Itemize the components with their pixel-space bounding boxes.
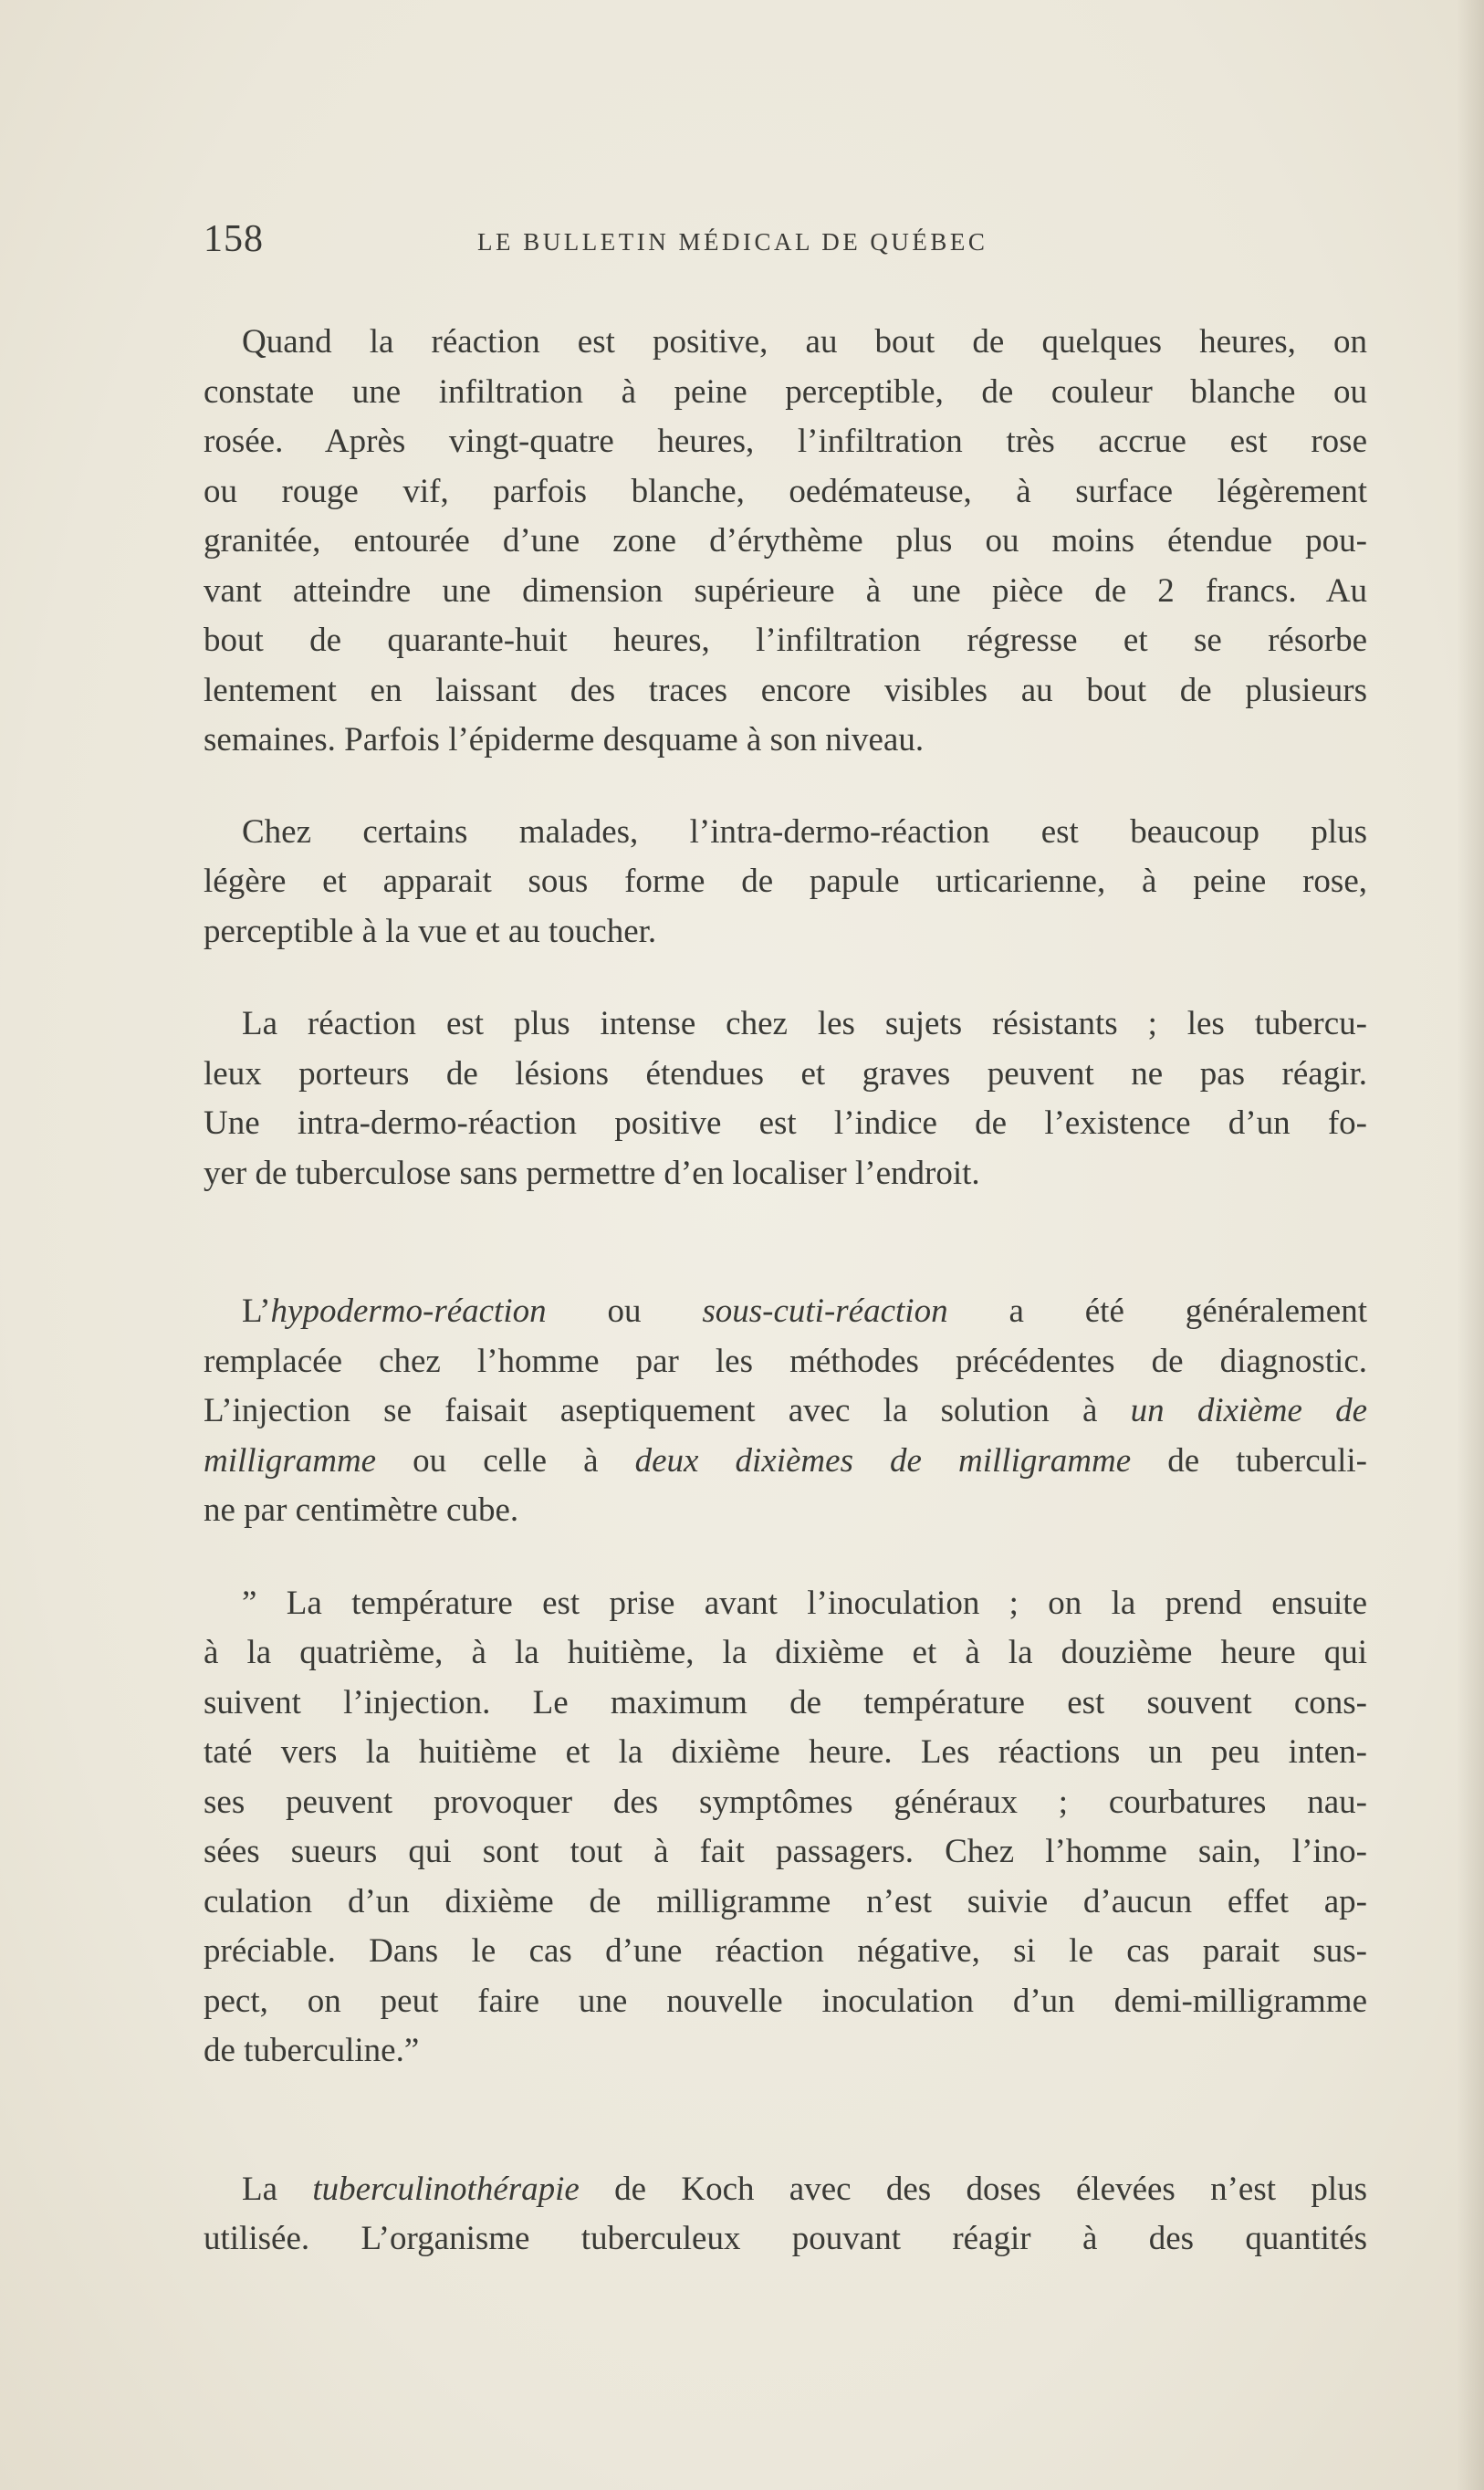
text-line: leux porteurs de lésions étendues et graves peuvent ne pas réagir. (204, 1054, 1367, 1093)
text-span: de tuberculi- (1131, 1441, 1367, 1480)
paragraph-reaction-intensity (204, 999, 1367, 1198)
text-span: a été généralement (947, 1292, 1368, 1330)
text-line: utilisée. L’organisme tuberculeux pouvant réagir à des quantités (204, 2220, 1367, 2257)
text-span: L’injection se faisait aseptiquement avec la solution à (204, 1392, 1131, 1429)
text-line: ses peuvent provoquer des symptômes généraux ; courbatures nau- (204, 1783, 1367, 1821)
text-span: La (242, 2170, 313, 2208)
paragraph-some-patients (204, 808, 1367, 957)
text-line: Chez certains malades, l’intra-dermo-réaction est beaucoup plus (242, 812, 1367, 851)
text-line: légère et apparait sous forme de papule urticarienne, à peine rose, (204, 863, 1367, 900)
text-line: granitée, entourée d’une zone d’érythème plus ou moins étendue pou- (204, 522, 1367, 560)
text-line: de tuberculine.” (204, 2032, 420, 2069)
text-line: ” La température est prise avant l’inoculation ; on la prend ensuite (242, 1584, 1367, 1622)
text-line: pect, on peut faire une nouvelle inoculation d’un demi-milligramme (204, 1982, 1367, 2020)
text-line: Quand la réaction est positive, au bout de quelques heures, on (242, 323, 1367, 361)
italic-term: milligramme (204, 1441, 377, 1480)
paragraph-positive-reaction (204, 318, 1367, 766)
text-line: ne par centimètre cube. (204, 1491, 519, 1529)
text-line: à la quatrième, à la huitième, la dixième et à la douzième heure qui (204, 1634, 1367, 1671)
text-line: Une intra-dermo-réaction positive est l’indice de l’existence d’un fo- (204, 1104, 1367, 1142)
text-line (204, 1386, 1367, 1437)
text-line (204, 1287, 1367, 1337)
text-span: ou celle à (376, 1441, 635, 1480)
text-line: yer de tuberculose sans permettre d’en localiser l’endroit. (204, 1154, 980, 1192)
text-line: La réaction est plus intense chez les sujets résistants ; les tubercu- (242, 1005, 1367, 1042)
text-line (204, 2165, 1367, 2215)
text-span: ou (546, 1292, 703, 1330)
text-line: taté vers la huitième et la dixième heure. Les réactions un peu inten- (204, 1733, 1367, 1771)
italic-term: sous-cuti-réaction (702, 1292, 948, 1330)
text-span: L’ (242, 1292, 271, 1330)
text-line: bout de quarante-huit heures, l’infiltration régresse et se résorbe (204, 622, 1367, 659)
paragraph-tuberculinotherapy (204, 2165, 1367, 2265)
text-line (204, 1437, 1367, 1487)
text-line: remplacée chez l’homme par les méthodes précédentes de diagnostic. (204, 1342, 1367, 1380)
text-span: de Koch avec des doses élevées n’est plus (579, 2170, 1368, 2208)
italic-term: deux dixièmes de milligramme (634, 1441, 1132, 1480)
text-line: culation d’un dixième de milligramme n’est suivie d’aucun effet ap- (204, 1882, 1367, 1920)
paragraph-temperature-quote (204, 1579, 1367, 2077)
body-text (204, 318, 1367, 2265)
text-line: suivent l’injection. Le maximum de température est souvent cons- (204, 1683, 1367, 1721)
italic-term: tuberculinothérapie (312, 2170, 580, 2208)
page-edge-shadow (1457, 0, 1484, 2490)
text-line: ou rouge vif, parfois blanche, oedémateuse, à surface légèrement (204, 472, 1367, 510)
italic-term: un dixième de (1130, 1392, 1367, 1429)
text-line: semaines. Parfois l’épiderme desquame à son niveau. (204, 721, 925, 759)
text-line: vant atteindre une dimension supérieure à une pièce de 2 francs. Au (204, 571, 1367, 610)
italic-term: hypodermo-réaction (270, 1292, 547, 1330)
text-line: constate une infiltration à peine perceptible, de couleur blanche ou (204, 372, 1367, 411)
paragraph-hypodermo-reaction (204, 1287, 1367, 1536)
text-line: préciable. Dans le cas d’une réaction négative, si le cas parait sus- (204, 1932, 1367, 1970)
journal-title: LE BULLETIN MÉDICAL DE QUÉBEC (477, 228, 988, 256)
text-line: lentement en laissant des traces encore visibles au bout de plusieurs (204, 671, 1367, 709)
text-line: rosée. Après vingt-quatre heures, l’infiltration très accrue est rose (204, 423, 1367, 460)
running-header (204, 217, 1355, 272)
text-line: sées sueurs qui sont tout à fait passagers. Chez l’homme sain, l’ino- (204, 1833, 1367, 1870)
page-number: 158 (204, 218, 264, 260)
text-line: perceptible à la vue et au toucher. (204, 912, 657, 950)
